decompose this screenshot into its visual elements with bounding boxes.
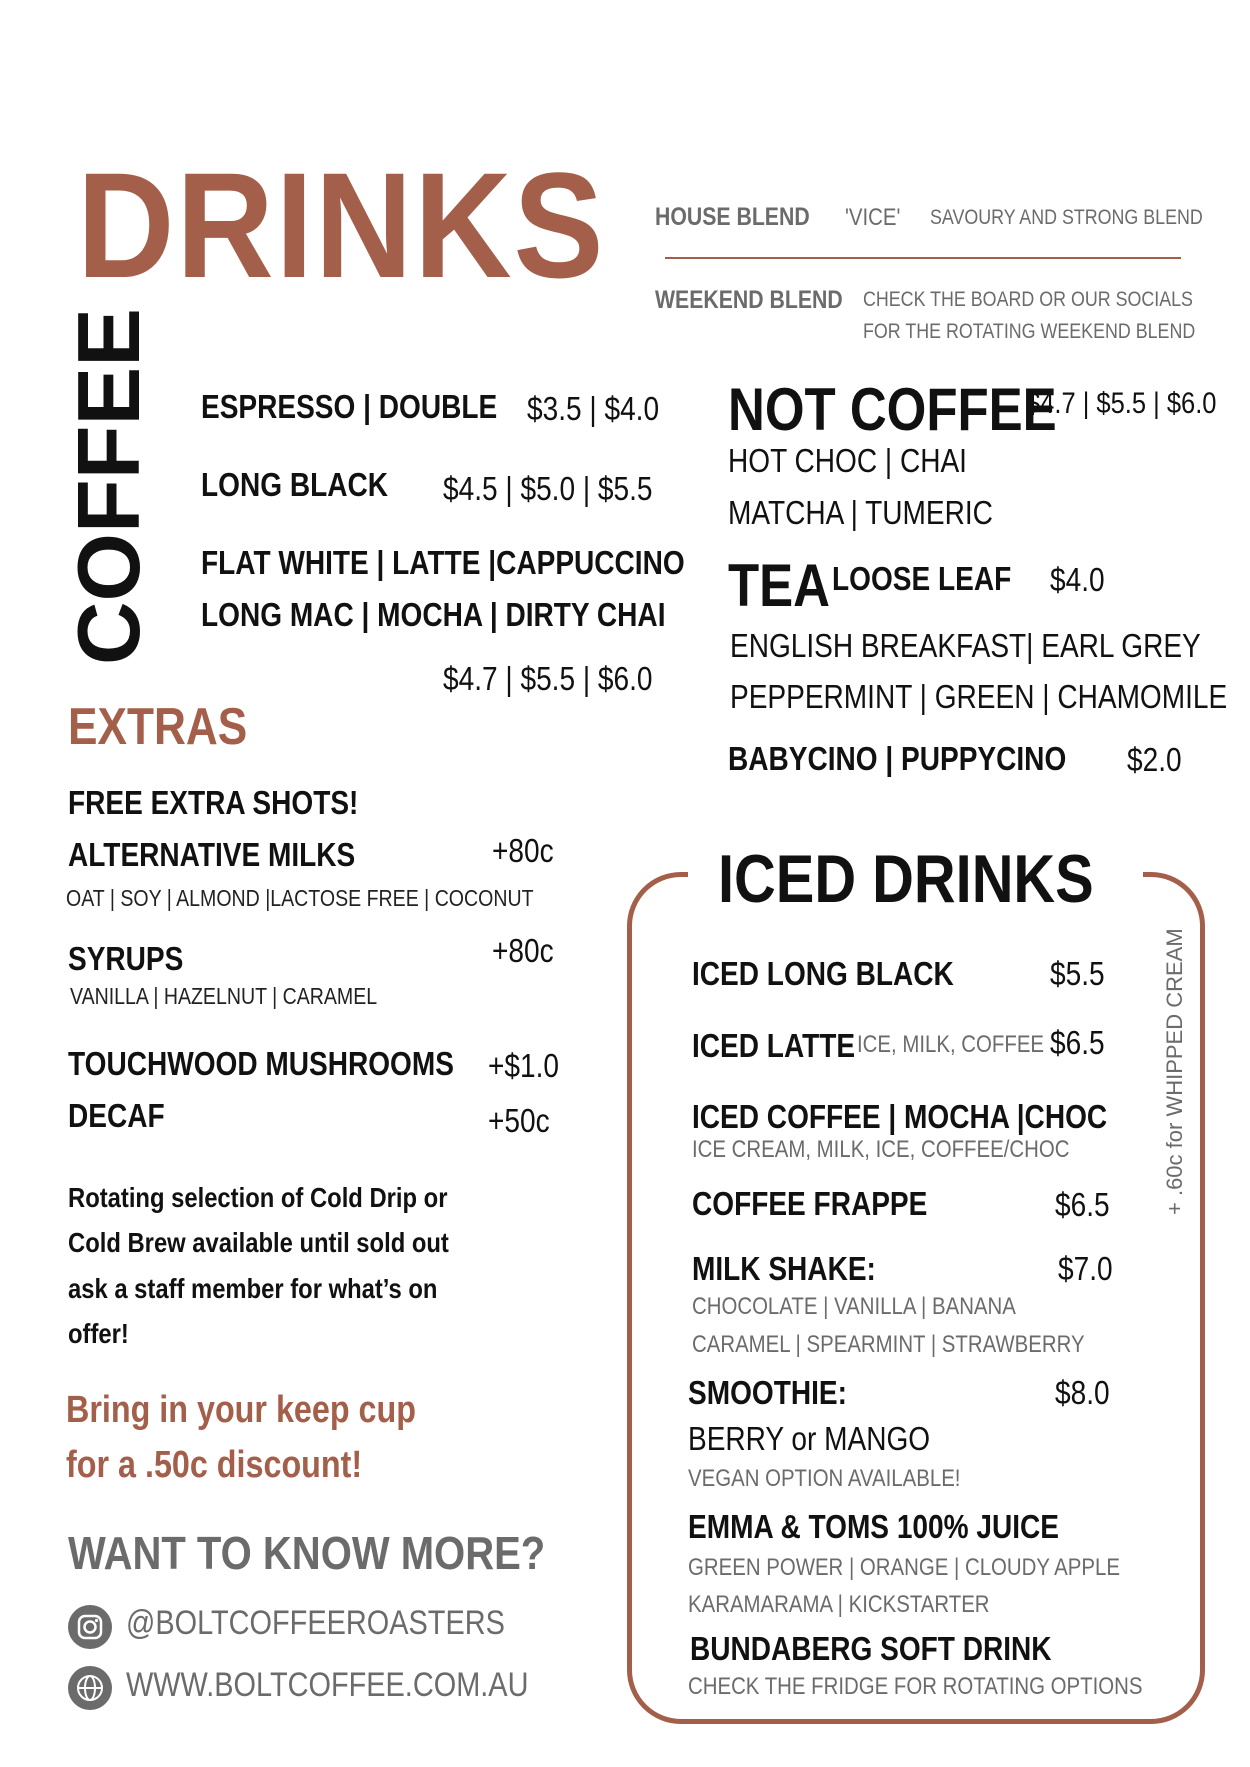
long-black-price: $4.5 | $5.0 | $5.5 bbox=[443, 470, 653, 507]
iced-latte-name: ICED LATTE bbox=[692, 1027, 856, 1064]
long-black-name: LONG BLACK bbox=[201, 466, 388, 503]
keepcup-line-2: for a .50c discount! bbox=[66, 1444, 363, 1486]
syrups-price: +80c bbox=[492, 932, 554, 969]
cold-note-line-2: Cold Brew available until sold out bbox=[68, 1227, 449, 1258]
house-blend-label: HOUSE BLEND bbox=[655, 203, 810, 231]
syrups-name: SYRUPS bbox=[68, 940, 184, 977]
weekend-blend-desc-2: FOR THE ROTATING WEEKEND BLEND bbox=[863, 320, 1196, 343]
decaf-name: DECAF bbox=[68, 1097, 165, 1134]
juice-flavours-2: KARAMARAMA | KICKSTARTER bbox=[688, 1591, 990, 1618]
juice-flavours-1: GREEN POWER | ORANGE | CLOUDY APPLE bbox=[688, 1554, 1120, 1581]
espresso-name: ESPRESSO | DOUBLE bbox=[201, 388, 498, 425]
free-shots: FREE EXTRA SHOTS! bbox=[68, 784, 359, 821]
coffee-heading: COFFEE bbox=[59, 308, 158, 665]
not-coffee-heading: NOT COFFEE bbox=[728, 376, 1057, 443]
milkshake-price: $7.0 bbox=[1058, 1250, 1113, 1287]
more-heading: WANT TO KNOW MORE? bbox=[68, 1527, 546, 1579]
cold-note-line-3: ask a staff member for what’s on bbox=[68, 1273, 438, 1304]
tea-line-2: PEPPERMINT | GREEN | CHAMOMILE bbox=[730, 678, 1228, 715]
globe-icon bbox=[68, 1666, 112, 1715]
tea-price: $4.0 bbox=[1050, 561, 1105, 598]
page-title: DRINKS bbox=[77, 141, 606, 309]
juice-name: EMMA & TOMS 100% JUICE bbox=[688, 1508, 1059, 1545]
whipped-cream-note: + .60c for WHIPPED CREAM bbox=[1162, 928, 1187, 1215]
tea-line-1: ENGLISH BREAKFAST| EARL GREY bbox=[730, 627, 1201, 664]
frappe-price: $6.5 bbox=[1055, 1186, 1110, 1223]
milkshake-flavours-2: CARAMEL | SPEARMINT | STRAWBERRY bbox=[692, 1331, 1085, 1358]
extras-heading: EXTRAS bbox=[68, 698, 248, 756]
tea-heading: TEA bbox=[728, 552, 830, 619]
iced-latte-desc: ICE, MILK, COFFEE bbox=[857, 1031, 1045, 1058]
iced-heading: ICED DRINKS bbox=[718, 841, 1094, 917]
instagram-icon bbox=[68, 1605, 112, 1654]
smoothie-vegan: VEGAN OPTION AVAILABLE! bbox=[688, 1465, 961, 1492]
smoothie-name: SMOOTHIE: bbox=[688, 1374, 847, 1411]
not-coffee-line-1: HOT CHOC | CHAI bbox=[728, 442, 967, 479]
not-coffee-price: $4.7 | $5.5 | $6.0 bbox=[1026, 387, 1217, 420]
alt-milks-options: OAT | SOY | ALMOND |LACTOSE FREE | COCONUT bbox=[66, 885, 534, 911]
iced-coffee-name: ICED COFFEE | MOCHA |CHOC bbox=[692, 1098, 1108, 1135]
milk-coffees-price: $4.7 | $5.5 | $6.0 bbox=[443, 660, 653, 697]
frappe-name: COFFEE FRAPPE bbox=[692, 1185, 928, 1222]
milkshake-name: MILK SHAKE: bbox=[692, 1250, 876, 1287]
cold-note-line-4: offer! bbox=[68, 1318, 129, 1349]
alt-milks-name: ALTERNATIVE MILKS bbox=[68, 836, 356, 873]
milkshake-flavours-1: CHOCOLATE | VANILLA | BANANA bbox=[692, 1293, 1016, 1320]
babycino-price: $2.0 bbox=[1127, 741, 1182, 778]
mushrooms-price: +$1.0 bbox=[488, 1047, 559, 1084]
website-link[interactable]: WWW.BOLTCOFFEE.COM.AU bbox=[126, 1666, 529, 1704]
not-coffee-line-2: MATCHA | TUMERIC bbox=[728, 494, 993, 531]
soft-drink-desc: CHECK THE FRIDGE FOR ROTATING OPTIONS bbox=[688, 1673, 1143, 1700]
iced-long-black-name: ICED LONG BLACK bbox=[692, 955, 954, 992]
soft-drink-name: BUNDABERG SOFT DRINK bbox=[690, 1630, 1052, 1667]
iced-latte-price: $6.5 bbox=[1050, 1024, 1105, 1061]
cold-note-line-1: Rotating selection of Cold Drip or bbox=[68, 1182, 448, 1213]
weekend-blend-label: WEEKEND BLEND bbox=[655, 286, 843, 314]
house-blend-desc: SAVOURY AND STRONG BLEND bbox=[930, 206, 1203, 229]
instagram-handle[interactable]: @BOLTCOFFEEROASTERS bbox=[126, 1604, 505, 1642]
babycino-name: BABYCINO | PUPPYCINO bbox=[728, 740, 1067, 777]
iced-long-black-price: $5.5 bbox=[1050, 955, 1105, 992]
blend-divider bbox=[665, 257, 1181, 259]
smoothie-flavours: BERRY or MANGO bbox=[688, 1420, 931, 1457]
iced-coffee-desc: ICE CREAM, MILK, ICE, COFFEE/CHOC bbox=[692, 1136, 1070, 1163]
milk-coffees-line-2: LONG MAC | MOCHA | DIRTY CHAI bbox=[201, 596, 666, 633]
keepcup-line-1: Bring in your keep cup bbox=[66, 1389, 416, 1431]
tea-label: LOOSE LEAF bbox=[832, 560, 1012, 597]
house-blend-name: 'VICE' bbox=[845, 204, 901, 231]
decaf-price: +50c bbox=[488, 1102, 550, 1139]
alt-milks-price: +80c bbox=[492, 832, 554, 869]
smoothie-price: $8.0 bbox=[1055, 1374, 1110, 1411]
milk-coffees-line-1: FLAT WHITE | LATTE |CAPPUCCINO bbox=[201, 544, 685, 581]
syrups-options: VANILLA | HAZELNUT | CARAMEL bbox=[70, 983, 378, 1009]
weekend-blend-desc-1: CHECK THE BOARD OR OUR SOCIALS bbox=[863, 288, 1193, 311]
espresso-price: $3.5 | $4.0 bbox=[527, 390, 660, 427]
mushrooms-name: TOUCHWOOD MUSHROOMS bbox=[68, 1045, 454, 1082]
